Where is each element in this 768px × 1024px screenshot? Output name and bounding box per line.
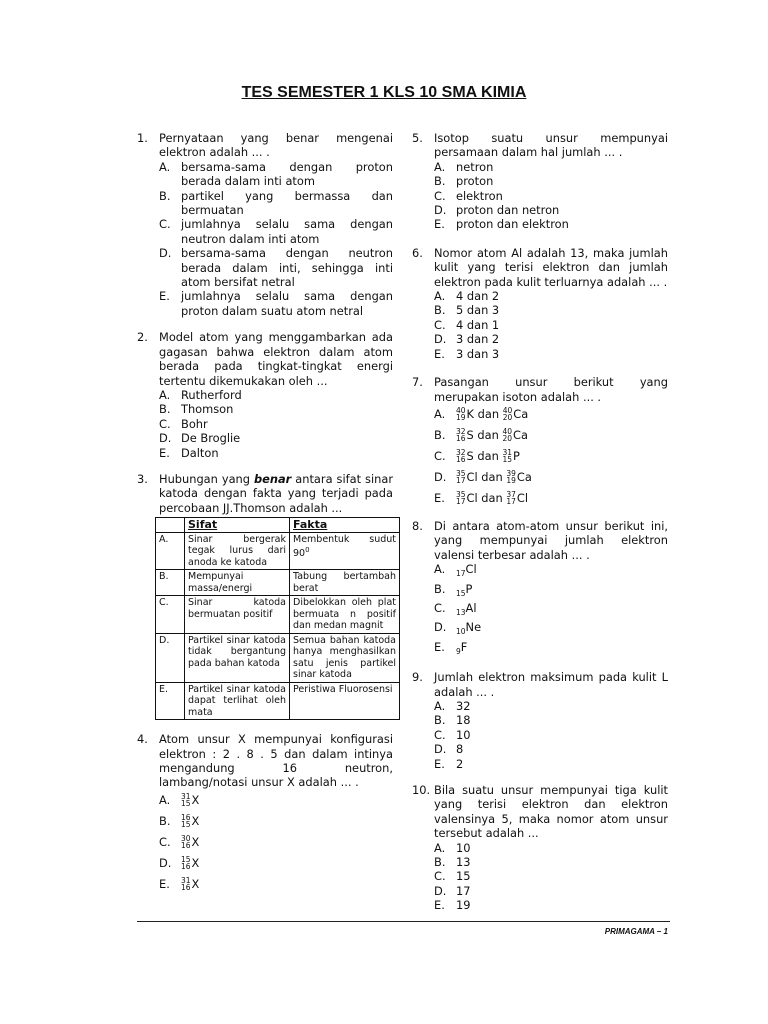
option: B. $_{15}$P <box>434 581 473 598</box>
option: B. 5 dan 3 <box>434 303 500 318</box>
question-number: 5. <box>412 131 423 145</box>
table-header-row <box>156 518 400 533</box>
nuclide-notation: 40 19 K <box>456 405 475 423</box>
table-header-fakta: Fakta <box>290 518 400 533</box>
option: E. Dalton <box>159 445 219 460</box>
option: A. netron <box>434 159 494 174</box>
nuclide-notation: 39 19 Ca <box>506 468 532 486</box>
option: A. $_{17}$Cl <box>434 562 477 579</box>
question-number: 9. <box>412 670 423 685</box>
table-header-empty <box>156 518 185 533</box>
option: C. 15 <box>434 869 471 884</box>
option-list <box>434 841 668 913</box>
question-number: 8. <box>412 518 423 533</box>
nuclide-notation: 40 20 Ca <box>502 405 529 423</box>
question-number: 10. <box>412 783 431 797</box>
row-fakta: Dibelokkan oleh plat bermuata n positif dan medan magnit <box>290 596 400 634</box>
row-sifat: Mempunyai massa/energi <box>185 570 290 596</box>
option-list <box>434 562 668 659</box>
option: C. 30 16 X <box>159 832 393 853</box>
question-3 <box>137 471 396 720</box>
question-10 <box>412 783 668 913</box>
question-stem: Pernyataan yang benar mengenai elektron adalah ... . <box>159 131 393 160</box>
question-6 <box>412 246 668 361</box>
option: C. $_{13}$Al <box>434 600 477 617</box>
page-footer: PRIMAGAMA – 1 <box>604 927 668 936</box>
question-number: 2. <box>137 330 148 345</box>
row-fakta: Semua bahan katoda hanya menghasilkan satu jenis partikel sinar katoda <box>290 633 400 682</box>
question-stem: Model atom yang menggambarkan ada gagasan bahwa elektron dalam atom berada pada tingkat-tingkat energi tertentu dikemukakan oleh ... <box>159 330 393 388</box>
option: B. 18 <box>434 713 471 728</box>
option: C. 32 16 S dan 31 15 P <box>434 446 668 467</box>
option: D. 17 <box>434 883 471 898</box>
table-row <box>156 633 400 682</box>
question-number: 4. <box>137 732 148 747</box>
row-fakta: Tabung bertambah berat <box>290 570 400 596</box>
option: A. 40 19 K dan 40 20 Ca <box>434 404 668 425</box>
row-letter: B. <box>156 570 185 596</box>
question-4 <box>137 732 393 895</box>
option: D. De Broglie <box>159 431 241 446</box>
table-row <box>156 570 400 596</box>
row-sifat: Sinar bergerak tegak lurus dari anoda ke katoda <box>185 532 290 570</box>
nuclide-notation: 31 15 X <box>181 791 200 809</box>
right-column <box>412 131 668 913</box>
emphasis-word: benar <box>253 471 292 486</box>
option: C. 4 dan 1 <box>434 317 500 332</box>
question-number: 6. <box>412 245 423 260</box>
option: A. bersama-sama dengan proton berada dalam inti atom <box>159 159 393 189</box>
option: D. 8 <box>434 742 464 757</box>
option: E. 31 16 X <box>159 874 393 895</box>
option-list <box>159 160 393 318</box>
nuclide-notation: 35 17 Cl <box>456 468 478 486</box>
table-row <box>156 682 400 720</box>
option: A. 31 15 X <box>159 790 393 811</box>
option-list <box>434 404 668 509</box>
question-stem: Di antara atom-atom unsur berikut ini, yang mempunyai jumlah elektron valensi terbesar adalah ... . <box>434 518 668 562</box>
nuclide-notation: 31 15 P <box>502 447 520 465</box>
row-letter: C. <box>156 596 185 634</box>
row-sifat: Sinar katoda bermuatan positif <box>185 596 290 634</box>
left-column <box>137 131 396 895</box>
table-row <box>156 596 400 634</box>
nuclide-notation: 31 16 X <box>181 875 200 893</box>
option: A. 4 dan 2 <box>434 289 500 304</box>
nuclide-notation: 40 20 Ca <box>502 426 528 444</box>
question-stem: Isotop suatu unsur mempunyai persamaan dalam hal jumlah ... . <box>434 131 668 160</box>
option: B. proton <box>434 174 494 189</box>
sifat-fakta-table <box>155 517 400 720</box>
option: E. proton dan elektron <box>434 217 569 232</box>
option: D. $_{10}$Ne <box>434 620 482 637</box>
question-1 <box>137 131 393 318</box>
option-list <box>434 289 668 361</box>
option: E. 19 <box>434 898 471 913</box>
option: E. 35 17 Cl dan 37 17 Cl <box>434 488 668 509</box>
question-stem: Atom unsur X mempunyai konfigurasi elektron : 2 . 8 . 5 dan dalam intinya mengandung 16 neutron, lambang/notasi unsur X adalah ... . <box>159 732 393 790</box>
option-list <box>159 388 393 460</box>
row-fakta: Peristiwa Fluorosensi <box>290 682 400 720</box>
option: D. proton dan netron <box>434 203 560 218</box>
option-list <box>434 699 668 771</box>
question-5 <box>412 131 668 232</box>
nuclide-notation: 32 16 S <box>456 447 474 465</box>
nuclide-notation: 16 15 X <box>181 812 200 830</box>
option: E. 2 <box>434 756 464 771</box>
nuclide-notation: 37 17 Cl <box>506 489 529 507</box>
question-stem: Nomor atom Al adalah 13, maka jumlah kulit yang terisi elektron dan jumlah elektron pada kulit terluarnya adalah ... . <box>434 245 668 289</box>
option: D. 35 17 Cl dan 39 19 Ca <box>434 467 668 488</box>
option: C. 10 <box>434 727 471 742</box>
question-number: 3. <box>137 471 148 486</box>
row-letter: D. <box>156 633 185 682</box>
option: C. Bohr <box>159 416 208 431</box>
nuclide-notation: 35 17 Cl <box>456 489 478 507</box>
option: A. 32 <box>434 698 471 713</box>
footer-divider <box>137 921 670 922</box>
question-7 <box>412 375 668 509</box>
nuclide-notation: 30 16 X <box>181 833 200 851</box>
table-header-sifat: Sifat <box>185 518 290 533</box>
nuclide-notation: 32 16 S <box>456 426 474 444</box>
option: E. $_9$F <box>434 639 468 656</box>
option: D. 3 dan 2 <box>434 332 500 347</box>
question-2 <box>137 330 393 460</box>
question-stem: Bila suatu unsur mempunyai tiga kulit yang terisi elektron dan elektron valensinya 5, maka nomor atom unsur tersebut adalah ... <box>434 783 668 841</box>
question-stem: Pasangan unsur berikut yang merupakan isoton adalah ... . <box>434 375 668 404</box>
option: B. partikel yang bermassa dan bermuatan <box>159 188 393 218</box>
option-list <box>159 790 393 895</box>
row-letter: E. <box>156 682 185 720</box>
option: E. 3 dan 3 <box>434 346 500 361</box>
option: A. Rutherford <box>159 387 242 402</box>
row-letter: A. <box>156 532 185 570</box>
row-sifat: Partikel sinar katoda dapat terlihat oleh mata <box>185 682 290 720</box>
option: B. Thomson <box>159 402 234 417</box>
page-title: TES SEMESTER 1 KLS 10 SMA KIMIA <box>241 84 527 101</box>
option: C. elektron <box>434 188 503 203</box>
table-row <box>156 532 400 570</box>
question-stem: Hubungan yang benar antara sifat sinar katoda dengan fakta yang terjadi pada percobaan JJ.Thomson adalah ... <box>159 471 394 515</box>
question-8 <box>412 519 668 659</box>
option: B. 13 <box>434 855 471 870</box>
option: D. bersama-sama dengan neutron berada dalam inti, sehingga inti atom bersifat netral <box>159 246 393 290</box>
row-sifat: Partikel sinar katoda tidak bergantung pada bahan katoda <box>185 633 290 682</box>
row-fakta: Membentuk sudut $90^0$ <box>290 532 400 570</box>
question-number: 7. <box>412 375 423 390</box>
option-list <box>434 160 668 232</box>
question-number: 1. <box>137 131 148 145</box>
question-stem: Jumlah elektron maksimum pada kulit L adalah ... . <box>434 670 668 699</box>
option: C. jumlahnya selalu sama dengan neutron dalam inti atom <box>159 217 393 246</box>
option: B. 32 16 S dan 40 20 Ca <box>434 425 668 446</box>
option: B. 16 15 X <box>159 811 393 832</box>
option: E. jumlahnya selalu sama dengan proton dalam suatu atom netral <box>159 289 393 318</box>
nuclide-notation: 15 16 X <box>181 854 200 872</box>
question-9 <box>412 670 668 771</box>
option: D. 15 16 X <box>159 853 393 874</box>
option: A. 10 <box>434 840 471 855</box>
